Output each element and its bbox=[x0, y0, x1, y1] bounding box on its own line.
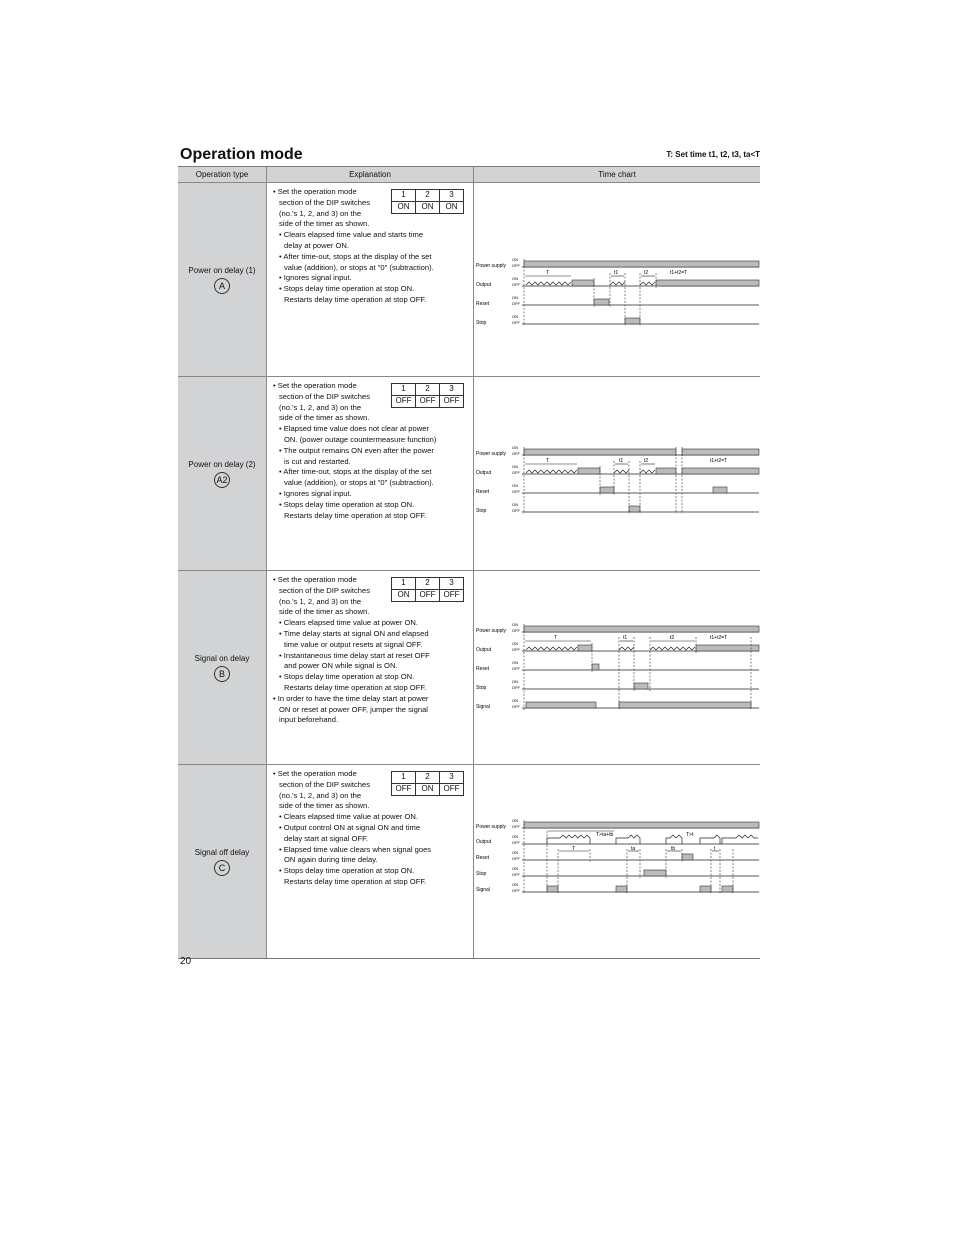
off-label: OFF bbox=[512, 451, 520, 456]
off-label: OFF bbox=[512, 666, 520, 671]
page-subtitle: T: Set time t1, t2, t3, ta<T bbox=[666, 150, 760, 159]
explanation-line: • Stops delay time operation at stop ON. bbox=[279, 284, 415, 294]
reset-label: Reset bbox=[476, 666, 490, 672]
off-label: OFF bbox=[512, 301, 520, 306]
label-ta-tb: T>ta+tb bbox=[596, 832, 614, 838]
explanation-line: ON. (power outage countermeasure function) bbox=[284, 434, 437, 444]
label-t-gt: T>t bbox=[686, 832, 694, 838]
explanation-line: delay start at signal OFF. bbox=[284, 833, 368, 843]
dip-value: OFF bbox=[440, 784, 464, 796]
explanation-line: • Clears elapsed time value at power ON. bbox=[279, 618, 418, 628]
time-chart-cell bbox=[474, 571, 760, 764]
output-label: Output bbox=[476, 470, 492, 476]
dip-value: ON bbox=[392, 202, 416, 214]
explanation-line: Restarts delay time operation at stop OFF. bbox=[284, 510, 427, 520]
on-label: ON bbox=[512, 850, 518, 855]
explanation-line: and power ON while signal is ON. bbox=[284, 661, 398, 671]
signal-label: Signal bbox=[476, 887, 490, 893]
label-t1: t1 bbox=[619, 458, 624, 464]
explanation-line: • After time-out, stops at the display of the set bbox=[279, 467, 432, 477]
mode-badge: B bbox=[214, 666, 230, 682]
time-chart-a2 bbox=[474, 377, 761, 570]
table-row bbox=[178, 765, 760, 958]
mode-badge: A2 bbox=[214, 472, 230, 488]
dip-switch-table bbox=[391, 189, 464, 214]
explanation-line: section of the DIP switches bbox=[279, 779, 371, 789]
dip-number: 3 bbox=[440, 578, 464, 590]
operation-type-cell bbox=[178, 571, 267, 764]
operation-type-name: Signal on delay bbox=[194, 653, 250, 663]
time-chart-cell bbox=[474, 765, 760, 958]
label-eq: t1+t2=T bbox=[670, 270, 688, 276]
off-label: OFF bbox=[512, 872, 520, 877]
explanation-line: input beforehand. bbox=[279, 715, 339, 725]
reset-label: Reset bbox=[476, 301, 490, 307]
stop-label: Stop bbox=[476, 685, 487, 691]
dip-value: OFF bbox=[440, 590, 464, 602]
off-label: OFF bbox=[512, 320, 520, 325]
dip-switch-table bbox=[391, 383, 464, 408]
explanation-line: is cut and restarted. bbox=[284, 456, 351, 466]
explanation-line: (no.'s 1, 2, and 3) on the bbox=[279, 208, 362, 218]
header-time-chart: Time chart bbox=[598, 170, 636, 179]
explanation-line: (no.'s 1, 2, and 3) on the bbox=[279, 596, 362, 606]
label-T: T bbox=[572, 846, 576, 852]
dip-value: OFF bbox=[440, 396, 464, 408]
dip-number: 1 bbox=[392, 578, 416, 590]
explanation-line: • Set the operation mode bbox=[273, 575, 357, 584]
explanation-line: Restarts delay time operation at stop OFF. bbox=[284, 682, 427, 692]
dip-number: 1 bbox=[392, 190, 416, 202]
dip-number: 2 bbox=[416, 190, 440, 202]
explanation-line: • Clears elapsed time value and starts time bbox=[279, 230, 424, 240]
explanation-cell bbox=[267, 183, 474, 376]
explanation-line: • Stops delay time operation at stop ON. bbox=[279, 866, 415, 876]
off-label: OFF bbox=[512, 508, 520, 513]
explanation-line: ON again during time delay. bbox=[284, 855, 378, 865]
operation-type-cell bbox=[178, 377, 267, 570]
explanation-line: • Elapsed time value clears when signal goes bbox=[279, 844, 432, 854]
table-row bbox=[178, 183, 760, 377]
operation-type-name: Power on delay (2) bbox=[188, 459, 256, 469]
off-label: OFF bbox=[512, 685, 520, 690]
off-label: OFF bbox=[512, 824, 520, 829]
explanation-line: delay at power ON. bbox=[284, 240, 349, 250]
label-tb: tb bbox=[671, 846, 676, 852]
label-T: T bbox=[554, 635, 558, 641]
operation-type-name: Signal off delay bbox=[194, 847, 250, 857]
explanation-line: • Instantaneous time delay start at reset OFF bbox=[279, 650, 430, 660]
explanation-line: • Output control ON at signal ON and time bbox=[279, 822, 421, 832]
explanation-line: side of the timer as shown. bbox=[279, 219, 370, 229]
on-off-labels bbox=[512, 622, 521, 709]
stop-label: Stop bbox=[476, 871, 487, 877]
label-T: T bbox=[546, 270, 550, 276]
explanation-line: • The output remains ON even after the power bbox=[279, 445, 434, 455]
time-chart-cell bbox=[474, 377, 760, 570]
explanation-cell bbox=[267, 571, 474, 764]
table-header bbox=[178, 167, 760, 183]
label-eq: t1+t2=T bbox=[710, 458, 728, 464]
explanation-line: • Stops delay time operation at stop ON. bbox=[279, 499, 415, 509]
explanation-line: Restarts delay time operation at stop OFF. bbox=[284, 876, 427, 886]
explanation-line: • Elapsed time value does not clear at power bbox=[279, 424, 429, 434]
power-supply-label: Power supply bbox=[476, 628, 507, 634]
operation-type-cell bbox=[178, 183, 267, 376]
explanation-line: value (addition), or stops at "0" (subtraction). bbox=[284, 478, 434, 488]
on-off-labels bbox=[512, 257, 521, 325]
power-supply-label: Power supply bbox=[476, 824, 507, 830]
stop-label: Stop bbox=[476, 508, 487, 514]
explanation-line: • Time delay starts at signal ON and elapsed bbox=[279, 628, 429, 638]
label-t: t bbox=[714, 846, 716, 852]
on-label: ON bbox=[512, 882, 518, 887]
on-label: ON bbox=[512, 295, 518, 300]
on-label: ON bbox=[512, 622, 518, 627]
off-label: OFF bbox=[512, 840, 520, 845]
stop-label: Stop bbox=[476, 320, 487, 326]
explanation-line: side of the timer as shown. bbox=[279, 801, 370, 811]
header-explanation: Explanation bbox=[267, 167, 474, 182]
off-label: OFF bbox=[512, 647, 520, 652]
explanation-line: • Stops delay time operation at stop ON. bbox=[279, 672, 415, 682]
time-chart-cell bbox=[474, 183, 760, 376]
explanation-cell bbox=[267, 765, 474, 958]
explanation-line: • In order to have the time delay start at power bbox=[273, 693, 429, 703]
dip-value: ON bbox=[440, 202, 464, 214]
label-eq: t1+t2=T bbox=[710, 635, 728, 641]
dip-value: ON bbox=[392, 590, 416, 602]
dip-value: OFF bbox=[392, 784, 416, 796]
explanation-line: side of the timer as shown. bbox=[279, 607, 370, 617]
explanation-line: ON or reset at power OFF, jumper the signal bbox=[279, 704, 428, 714]
on-label: ON bbox=[512, 464, 518, 469]
on-label: ON bbox=[512, 660, 518, 665]
explanation-cell bbox=[267, 377, 474, 570]
dip-value: OFF bbox=[416, 396, 440, 408]
dip-number: 3 bbox=[440, 190, 464, 202]
label-t1: t1 bbox=[614, 270, 619, 276]
output-label: Output bbox=[476, 839, 492, 845]
explanation-line: • Clears elapsed time value at power ON. bbox=[279, 812, 418, 822]
operation-type-name: Power on delay (1) bbox=[188, 265, 256, 275]
off-label: OFF bbox=[512, 856, 520, 861]
off-label: OFF bbox=[512, 489, 520, 494]
on-label: ON bbox=[512, 314, 518, 319]
dip-number: 1 bbox=[392, 384, 416, 396]
on-label: ON bbox=[512, 641, 518, 646]
operation-type-cell bbox=[178, 765, 267, 958]
mode-badge: C bbox=[214, 860, 230, 876]
time-chart-c bbox=[474, 765, 761, 958]
explanation-line: (no.'s 1, 2, and 3) on the bbox=[279, 790, 362, 800]
off-label: OFF bbox=[512, 470, 520, 475]
power-supply-label: Power supply bbox=[476, 451, 507, 457]
explanation-line: • Set the operation mode bbox=[273, 769, 357, 778]
table-row bbox=[178, 377, 760, 571]
dip-number: 2 bbox=[416, 578, 440, 590]
dip-number: 1 bbox=[392, 772, 416, 784]
dip-value: OFF bbox=[392, 396, 416, 408]
output-label: Output bbox=[476, 647, 492, 653]
explanation-line: section of the DIP switches bbox=[279, 585, 371, 595]
dip-number: 3 bbox=[440, 384, 464, 396]
explanation-line: side of the timer as shown. bbox=[279, 413, 370, 423]
explanation-line: • After time-out, stops at the display of the set bbox=[279, 251, 432, 261]
explanation-line: time value or output resets at signal OFF. bbox=[284, 639, 423, 649]
off-label: OFF bbox=[512, 263, 520, 268]
explanation-line: • Set the operation mode bbox=[273, 381, 357, 390]
dip-value: OFF bbox=[416, 590, 440, 602]
page-number: 20 bbox=[180, 956, 192, 967]
time-chart-a bbox=[474, 183, 761, 376]
explanation-line: value (addition), or stops at "0" (subtraction). bbox=[284, 262, 434, 272]
dip-switch-table bbox=[391, 577, 464, 602]
on-label: ON bbox=[512, 502, 518, 507]
reset-label: Reset bbox=[476, 855, 490, 861]
dip-value: ON bbox=[416, 202, 440, 214]
on-label: ON bbox=[512, 866, 518, 871]
explanation-line: Restarts delay time operation at stop OFF. bbox=[284, 294, 427, 304]
signal-label: Signal bbox=[476, 704, 490, 710]
on-label: ON bbox=[512, 276, 518, 281]
explanation-line: section of the DIP switches bbox=[279, 197, 371, 207]
dip-number: 2 bbox=[416, 772, 440, 784]
explanation-line: • Set the operation mode bbox=[273, 187, 357, 196]
time-chart-b bbox=[474, 571, 761, 764]
on-off-labels bbox=[512, 445, 521, 513]
label-t2: t2 bbox=[644, 270, 649, 276]
on-label: ON bbox=[512, 679, 518, 684]
on-off-labels bbox=[512, 818, 521, 893]
on-label: ON bbox=[512, 445, 518, 450]
off-label: OFF bbox=[512, 888, 520, 893]
dip-switch-table bbox=[391, 771, 464, 796]
explanation-line: (no.'s 1, 2, and 3) on the bbox=[279, 402, 362, 412]
on-label: ON bbox=[512, 483, 518, 488]
on-label: ON bbox=[512, 818, 518, 823]
on-label: ON bbox=[512, 834, 518, 839]
label-t1: t1 bbox=[623, 635, 628, 641]
page-title: Operation mode bbox=[180, 146, 303, 163]
dip-number: 3 bbox=[440, 772, 464, 784]
on-label: ON bbox=[512, 257, 518, 262]
explanation-line: • Ignores signal input. bbox=[279, 273, 352, 283]
label-T: T bbox=[546, 458, 550, 464]
explanation-line: section of the DIP switches bbox=[279, 391, 371, 401]
label-ta: ta bbox=[631, 846, 636, 852]
label-t2: t2 bbox=[670, 635, 675, 641]
mode-badge: A bbox=[214, 278, 230, 294]
label-t2: t2 bbox=[644, 458, 649, 464]
off-label: OFF bbox=[512, 282, 520, 287]
on-label: ON bbox=[512, 698, 518, 703]
operation-mode-table bbox=[178, 166, 760, 959]
off-label: OFF bbox=[512, 704, 520, 709]
dip-value: ON bbox=[416, 784, 440, 796]
header-operation-type: Operation type bbox=[178, 167, 267, 182]
dip-number: 2 bbox=[416, 384, 440, 396]
explanation-line: • Ignores signal input. bbox=[279, 488, 352, 498]
reset-label: Reset bbox=[476, 489, 490, 495]
table-row bbox=[178, 571, 760, 765]
output-label: Output bbox=[476, 282, 492, 288]
off-label: OFF bbox=[512, 628, 520, 633]
power-supply-label: Power supply bbox=[476, 263, 507, 269]
